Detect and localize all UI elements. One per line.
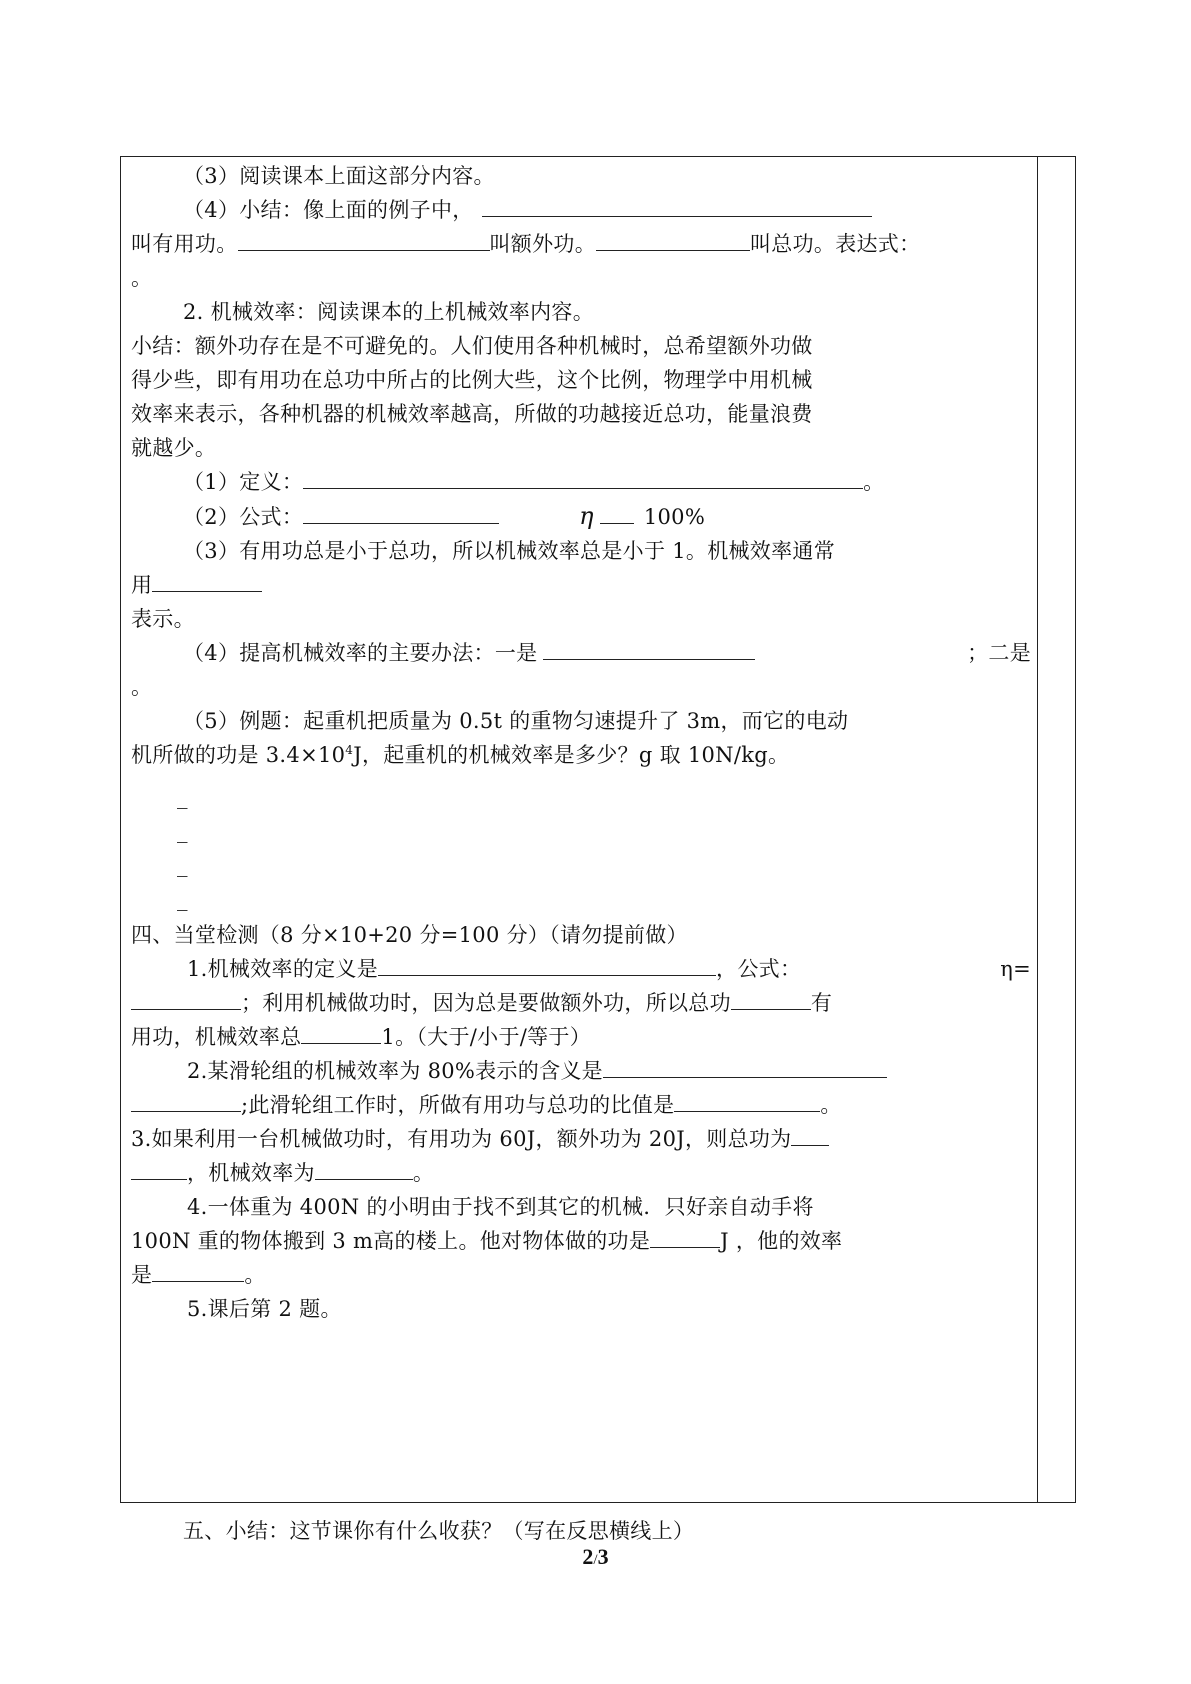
- summary-line: 得少些，即有用功在总功中所占的比例大些，这个比例，物理学中用机械: [131, 368, 813, 392]
- q1-line-2: [131, 986, 1031, 1020]
- period: 。: [412, 1161, 435, 1185]
- answer-blank[interactable]: [482, 194, 872, 217]
- formula-blank[interactable]: [303, 501, 499, 524]
- q3-line: [131, 1122, 1031, 1156]
- dash-mark: _: [177, 853, 188, 877]
- definition-line: [131, 465, 1031, 499]
- total-pages: 3: [597, 1544, 609, 1569]
- dash-mark: _: [177, 887, 188, 911]
- page-separator: /: [593, 1552, 598, 1568]
- q1-text-5: 1。（大于/小于/等于）: [381, 1025, 592, 1049]
- section-5-title: 五、小结：这节课你有什么收获？（写在反思横线上）: [183, 1519, 695, 1543]
- answer-blank[interactable]: [315, 1157, 413, 1180]
- q4-line: 4.一体重为 400N 的小明由于找不到其它的机械．只好亲自动手将: [187, 1195, 814, 1219]
- q2-text-2: ;此滑轮组工作时，所做有用功与总功的比值是: [241, 1093, 675, 1117]
- step-4-end: 。: [131, 266, 153, 290]
- answer-blank[interactable]: [650, 1225, 720, 1248]
- q2-text: 2.某滑轮组的机械效率为 80%表示的含义是: [187, 1059, 603, 1083]
- point-4-line: [131, 636, 1031, 670]
- dash-mark: _: [177, 819, 188, 843]
- answer-blank[interactable]: [131, 987, 241, 1010]
- period: 。: [820, 1093, 842, 1117]
- summary-line: 效率来表示，各种机器的机械效率越高，所做的功越接近总功，能量浪费: [131, 402, 813, 426]
- formula-operator-blank[interactable]: [600, 501, 634, 524]
- dash-mark: _: [177, 785, 188, 809]
- step-3: （3）阅读课本上面这部分内容。: [183, 164, 495, 188]
- q4-line-3: [131, 1258, 1031, 1292]
- answer-blank[interactable]: [131, 1157, 187, 1180]
- answer-blank[interactable]: [603, 1055, 887, 1078]
- use-text: 用: [131, 573, 153, 597]
- q1-text-2: ；利用机械做功时，因为总是要做额外功，所以总功: [241, 991, 731, 1015]
- summary-line: 就越少。: [131, 436, 217, 460]
- answer-blank[interactable]: [152, 569, 262, 592]
- point-3-line-3: 表示。: [131, 607, 195, 631]
- q4-text-3: 是: [131, 1263, 153, 1287]
- q1-text-4: 用功，机械效率总: [131, 1025, 302, 1049]
- answer-blank[interactable]: [791, 1123, 829, 1146]
- page-number: [0, 1544, 1191, 1570]
- q4-line-2: [131, 1224, 1031, 1258]
- lesson-table: [120, 156, 1076, 1543]
- q1-formula-label: ，公式：: [716, 957, 802, 981]
- point-3-line: （3）有用功总是小于总功，所以机械效率总是小于 1。机械效率通常: [183, 539, 835, 563]
- q4-text: 100N 重的物体搬到 3 m高的楼上。他对物体做的功是: [131, 1229, 651, 1253]
- extra-work-text: 叫额外功。: [489, 232, 596, 256]
- step-4-line-2: [131, 227, 1031, 261]
- formula-line: [131, 499, 1031, 534]
- step-4-line: [131, 193, 1031, 227]
- section-4-title: 四、当堂检测（8 分×10+20 分=100 分）（请勿提前做）: [131, 923, 688, 947]
- answer-blank[interactable]: [301, 1021, 381, 1044]
- formula-label: （2）公式：: [183, 505, 304, 529]
- useful-work-text: 叫有用功。: [131, 232, 238, 256]
- step-4-text: （4）小结：像上面的例子中，: [183, 198, 474, 222]
- lesson-content: [131, 159, 1031, 1548]
- total-work-text: 叫总功。表达式：: [750, 232, 921, 256]
- q3-text: 3.如果利用一台机械做功时，有用功为 60J，额外功为 20J，则总功为: [131, 1127, 792, 1151]
- point-4-end: 。: [131, 675, 153, 699]
- eta-symbol: η: [579, 502, 594, 530]
- example-line: （5）例题：起重机把质量为 0.5t 的重物匀速提升了 3m，而它的电动: [183, 709, 849, 733]
- answer-blank[interactable]: [131, 1089, 241, 1112]
- example-text-2: J，起重机的机械效率是多少？g 取 10N/kg。: [353, 743, 790, 767]
- answer-blank[interactable]: [731, 987, 811, 1010]
- q1-text-3: 有: [810, 991, 833, 1015]
- answer-blank[interactable]: [378, 953, 716, 976]
- q1-eta: η=: [1000, 957, 1031, 981]
- example-text: 机所做的功是 3.4×10: [131, 743, 346, 767]
- q4-text-2: J ，他的效率: [720, 1229, 843, 1253]
- answer-blank[interactable]: [674, 1089, 820, 1112]
- section-2-title: 2. 机械效率：阅读课本的上机械效率内容。: [183, 300, 595, 324]
- method-text: （4）提高机械效率的主要办法：一是: [183, 641, 538, 665]
- q2-line-2: [131, 1088, 1031, 1122]
- answer-blank[interactable]: [596, 228, 750, 251]
- point-3-line-2: [131, 568, 1031, 602]
- column-divider: [1037, 157, 1038, 1502]
- second-method-text: ；二是: [967, 641, 1031, 665]
- q1-line-3: [131, 1020, 1031, 1054]
- exponent: 4: [345, 743, 354, 757]
- percent-text: 100%: [643, 505, 706, 529]
- q3-line-2: [131, 1156, 1031, 1190]
- q1-text: 1.机械效率的定义是: [187, 957, 379, 981]
- answer-blank[interactable]: [152, 1259, 244, 1282]
- example-line-2: [131, 738, 1031, 772]
- period: 。: [863, 470, 885, 494]
- period: 。: [244, 1263, 266, 1287]
- definition-blank[interactable]: [303, 466, 863, 489]
- definition-label: （1）定义：: [183, 470, 304, 494]
- current-page: 2: [582, 1544, 594, 1569]
- answer-blank[interactable]: [238, 228, 490, 251]
- q3-text-2: ，机械效率为: [187, 1161, 315, 1185]
- answer-blank[interactable]: [543, 637, 755, 660]
- q1-line: [131, 952, 1031, 986]
- summary-line: 小结：额外功存在是不可避免的。人们使用各种机械时，总希望额外功做: [131, 334, 813, 358]
- q5-line: 5.课后第 2 题。: [187, 1297, 342, 1321]
- q2-line: [131, 1054, 1031, 1088]
